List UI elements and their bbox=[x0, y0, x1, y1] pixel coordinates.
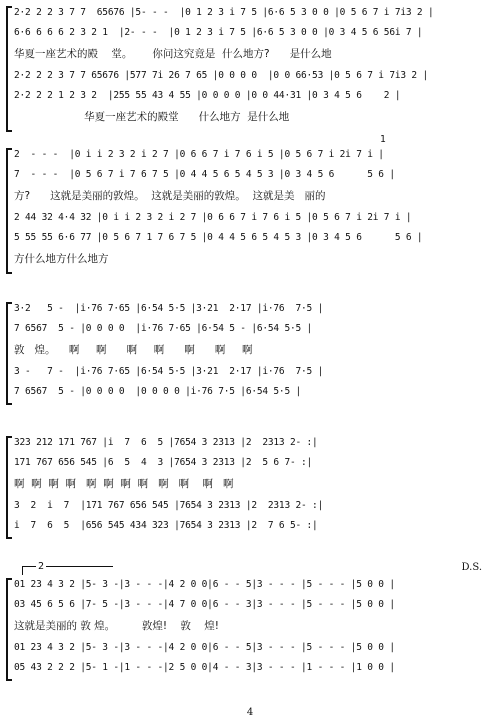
lyric-line: 敦 煌。 啊 啊 啊 啊 啊 啊 啊 bbox=[14, 344, 253, 356]
system-bracket bbox=[6, 436, 12, 539]
system-bracket bbox=[6, 6, 12, 132]
notation-line: 6·6 6 6 6 2 3 2 1 |2- - - |0 1 2 3 i 7 5 |6·6 5 3 0 0 |0 3 4 5 6 56i 7 | bbox=[14, 27, 423, 38]
notation-line: 01 23 4 3 2 |5- 3 -|3 - - -|4 2 0 0|6 - - 5|3 - - - |5 - - - |5 0 0 | bbox=[14, 579, 395, 590]
notation-line: 2 44 32 4·4 32 |0 i i 2 3 2 i 2 7 |0 6 6 7 i 7 6 i 5 |0 5 6 7 i 2i 7 i | bbox=[14, 212, 412, 223]
notation-line: 03 45 6 5 6 |7- 5 -|3 - - -|4 7 0 0|6 - - 3|3 - - - |5 - - - |5 0 0 | bbox=[14, 599, 395, 610]
lyric-line: 方什么地方什么地方 bbox=[14, 253, 109, 265]
notation-line: 7 6567 5 - |0 0 0 0 |0 0 0 0 |i·76 7·5 |6·54 5·5 | bbox=[14, 386, 302, 397]
notation-line: 3 - 7 - |i·76 7·65 |6·54 5·5 |3·21 2·17 |i·76 7·5 | bbox=[14, 366, 324, 377]
notation-line: 171 767 656 545 |6 5 4 3 |7654 3 2313 |2 5 6 7- :| bbox=[14, 457, 313, 468]
notation-line: 05 43 2 2 2 |5- 1 -|1 - - -|2 5 0 0|4 - - 3|3 - - - |1 - - - |1 0 0 | bbox=[14, 662, 395, 673]
system-bracket bbox=[6, 148, 12, 274]
score-system bbox=[14, 148, 492, 274]
score-system bbox=[14, 6, 492, 132]
lyric-line: 方? 这就是美丽的敦煌。 这就是美丽的敦煌。 这就是美 丽的 bbox=[14, 190, 326, 202]
score-system bbox=[14, 578, 492, 681]
ds-mark: D.S. bbox=[461, 562, 482, 573]
system-bracket bbox=[6, 578, 12, 681]
notation-line: 7 6567 5 - |0 0 0 0 |i·76 7·65 |6·54 5 - |6·54 5·5 | bbox=[14, 323, 313, 334]
page-number: 4 bbox=[246, 707, 254, 718]
notation-line: 2·2 2 2 3 7 7 65676 |5- - - |0 1 2 3 i 7 5 |6·6 5 3 0 0 |0 5 6 7 i 7i3 2 | bbox=[14, 7, 434, 18]
notation-line: 7 - - - |0 5 6 7 i 7 6 7 5 |0 4 4 5 6 5 4 5 3 |0 3 4 5 6 5 6 | bbox=[14, 169, 395, 180]
lyric-line: 华夏一座艺术的殿 堂。 你问这究竟是 什么地方? 是什么地 bbox=[14, 48, 332, 60]
notation-line: i 7 6 5 |656 545 434 323 |7654 3 2313 |2 7 6 5- :| bbox=[14, 520, 318, 531]
system-bracket bbox=[6, 302, 12, 405]
notation-line: 2·2 2 2 1 2 3 2 |255 55 43 4 55 |0 0 0 0 |0 0 44·31 |0 3 4 5 6 2 | bbox=[14, 90, 401, 101]
score-system bbox=[14, 436, 492, 539]
lyric-line: 华夏一座艺术的殿堂 什么地方 是什么地 bbox=[14, 111, 290, 123]
score-system bbox=[14, 302, 492, 405]
notation-line: 3·2 5 - |i·76 7·65 |6·54 5·5 |3·21 2·17 |i·76 7·5 | bbox=[14, 303, 324, 314]
notation-line: 5 55 55 6·6 77 |0 5 6 7 1 7 6 7 5 |0 4 4 5 6 5 4 5 3 |0 3 4 5 6 5 6 | bbox=[14, 232, 423, 243]
lyric-line: 啊 啊 啊 啊 啊 啊 啊 啊 啊 啊 啊 啊 bbox=[14, 478, 234, 490]
notation-line: 323 212 171 767 |i 7 6 5 |7654 3 2313 |2 2313 2- :| bbox=[14, 437, 318, 448]
volta-label: 2 bbox=[38, 561, 45, 572]
notation-line: 01 23 4 3 2 |5- 3 -|3 - - -|4 2 0 0|6 - - 5|3 - - - |5 - - - |5 0 0 | bbox=[14, 642, 395, 653]
notation-line: 2 - - - |0 i i 2 3 2 i 2 7 |0 6 6 7 i 7 6 i 5 |0 5 6 7 i 2i 7 i | bbox=[14, 149, 384, 160]
notation-line: 2·2 2 2 3 7 7 65676 |577 7i 26 7 65 |0 0 0 0 |0 0 66·53 |0 5 6 7 i 7i3 2 | bbox=[14, 70, 428, 81]
lyric-line: 这就是美丽的 敦 煌。 敦煌! 敦 煌! bbox=[14, 620, 219, 632]
notation-line: 3 2 i 7 |171 767 656 545 |7654 3 2313 |2 2313 2- :| bbox=[14, 500, 324, 511]
ending-number: 1 bbox=[380, 134, 386, 145]
